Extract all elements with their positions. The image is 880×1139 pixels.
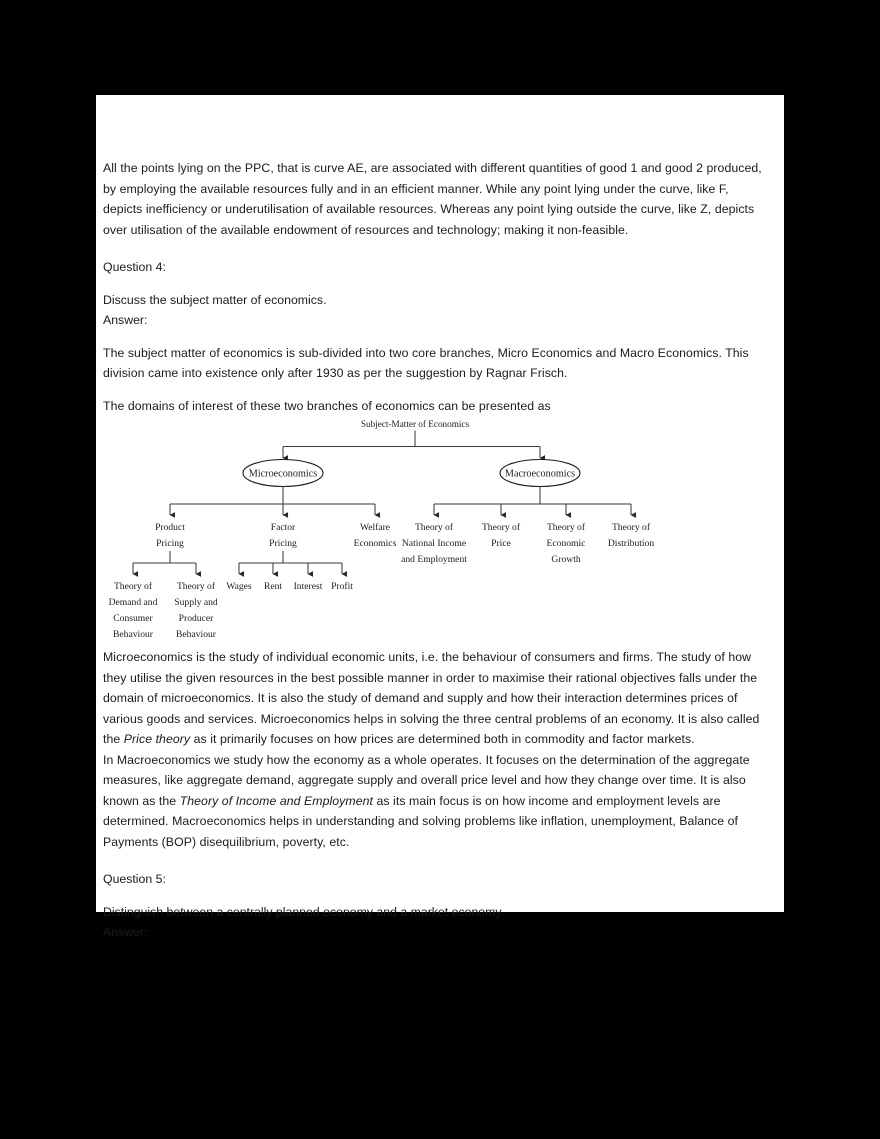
supply-theory-line4: Behaviour [176, 629, 216, 640]
spacer-q4 [103, 278, 770, 290]
income-employment-emphasis: Theory of Income and Employment [179, 793, 373, 808]
question-4-heading: Question 4: [103, 260, 166, 274]
interest-leaf: Interest [293, 581, 323, 592]
question-5-prompt: Distinguish between a centrally planned economy and a market economy. [103, 904, 505, 919]
diagram-title: Subject-Matter of Economics [360, 419, 470, 429]
spacer-before-q5 [103, 852, 770, 869]
document-body [103, 95, 770, 943]
welfare-economics-line2: Economics [353, 538, 397, 549]
demand-theory-line2: Demand and [108, 597, 158, 608]
economic-growth-line3: Growth [551, 554, 581, 565]
spacer-before-domains [103, 384, 770, 396]
micro-text-after: as it primarily focuses on how prices are determined both in commodity and factor markets. [190, 732, 695, 746]
microeconomics-paragraph [103, 647, 770, 750]
demand-theory-line1: Theory of [113, 581, 153, 592]
demand-theory-line3: Consumer [113, 613, 153, 624]
welfare-economics-line1: Welfare [359, 522, 391, 533]
question-5-heading: Question 5: [103, 872, 166, 886]
answer-4-paragraph-2: The domains of interest of these two branches of economics can be presented as [103, 398, 551, 413]
spacer-q5 [103, 890, 770, 902]
macroeconomics-label: Macroeconomics [504, 468, 576, 480]
product-pricing-line2: Pricing [156, 538, 184, 549]
supply-theory-line3: Producer [178, 613, 214, 624]
economic-growth-line1: Theory of [546, 522, 586, 533]
national-income-line3: and Employment [401, 554, 467, 565]
question-4-answer-label: Answer: [103, 313, 148, 327]
factor-pricing-line1: Factor [270, 522, 296, 533]
macro-text-before: In Macroeconomics we study how the economy as a whole operates. It focuses on the determination of the aggregate measures, like aggregate demand, aggregate supply and overall price level and how they change over time. It is also known as the [103, 752, 750, 808]
theory-of-price-line2: Price [491, 538, 511, 549]
spacer-q4-answer [103, 331, 770, 343]
product-pricing-line1: Product [155, 522, 185, 533]
top-spacer-3 [103, 139, 770, 158]
microeconomics-label: Microeconomics [248, 468, 318, 480]
demand-theory-line4: Behaviour [113, 629, 153, 640]
document-page [96, 95, 784, 939]
national-income-line2: National Income [401, 538, 467, 549]
distribution-line2: Distribution [607, 538, 655, 549]
national-income-line1: Theory of [414, 522, 454, 533]
economic-growth-line2: Economic [546, 538, 586, 549]
macroeconomics-paragraph [103, 750, 770, 853]
profit-leaf: Profit [331, 581, 353, 592]
spacer-after-intro [103, 240, 770, 257]
supply-theory-line1: Theory of [176, 581, 216, 592]
price-theory-emphasis: Price theory [123, 732, 191, 746]
distribution-line1: Theory of [611, 522, 651, 533]
top-spacer-2 [103, 117, 770, 139]
answer-4-paragraph-1: The subject matter of economics is sub-divided into two core branches, Micro Economics and Macro Economics. This division came into existence only after 1930 as per the suggestion by Ragnar Frisch. [103, 345, 749, 380]
intro-paragraph: All the points lying on the PPC, that is curve AE, are associated with different quantities of good 1 and good 2 produced, by employing the available resources fully and in an efficient manner. While any point lying under the curve, like F, depicts inefficiency or underutilisation of available resources. Whereas any point lying outside the curve, like Z, depicts over utilisation of the available endowment of resources and technology; making it non-feasible. [103, 161, 762, 237]
factor-pricing-line2: Pricing [269, 538, 297, 549]
micro-text-before: Microeconomics is the study of individual economic units, i.e. the behaviour of consumers and firms. The study of how they utilise the given resources in the best possible manner in order to maximise their rational objectives falls under the domain of microeconomics. It is also the study of demand and supply and how their interaction determines prices of various goods and services. Microeconomics helps in solving the three central problems of an economy. It is also called the [103, 650, 760, 746]
rent-leaf: Rent [263, 581, 283, 592]
macro-text-after: as its main focus is on how income and employment levels are determined. Macroeconomics helps in understanding and solving problems like inflation, unemployment, Balance of Payments (BOP) disequilibrium, poverty, etc. [103, 793, 738, 849]
top-spacer [103, 95, 770, 117]
question-5-answer-label: Answer: [103, 925, 148, 939]
theory-of-price-line1: Theory of [481, 522, 521, 533]
subject-matter-of-economics-diagram [103, 416, 770, 640]
supply-theory-line2: Supply and [174, 597, 218, 608]
wages-leaf: Wages [226, 581, 252, 592]
question-4-prompt: Discuss the subject matter of economics. [103, 292, 327, 307]
